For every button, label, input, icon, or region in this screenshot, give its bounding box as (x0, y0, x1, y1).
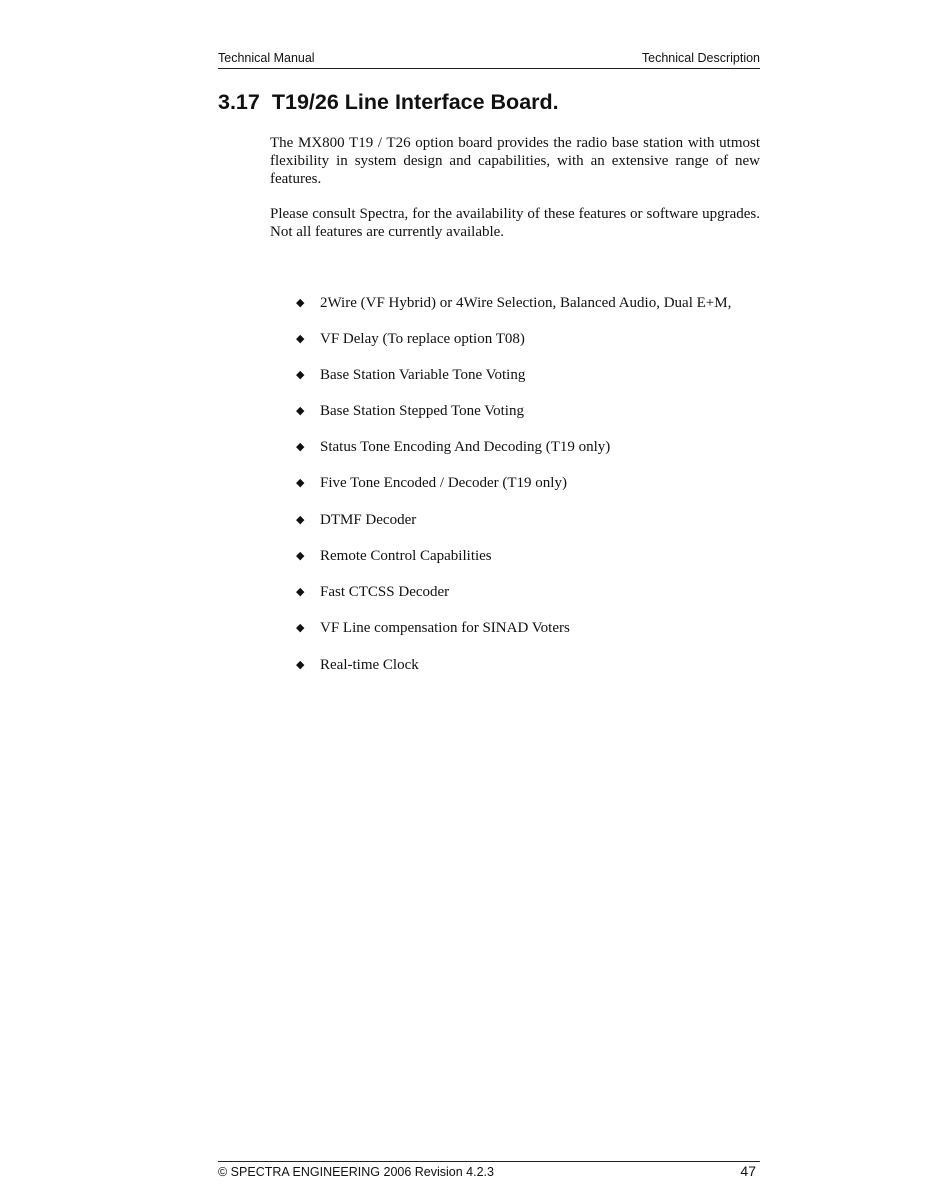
diamond-bullet-icon: ◆ (296, 477, 305, 489)
feature-text: Remote Control Capabilities (320, 548, 492, 564)
diamond-bullet-icon: ◆ (296, 586, 305, 598)
availability-paragraph: Please consult Spectra, for the availability of these features or software upgrades. Not all features are currently available. (270, 206, 760, 240)
section-heading (218, 90, 559, 115)
intro-paragraph: The MX800 T19 / T26 option board provides the radio base station with utmost flexibility in system design and capabilities, with an extensive range of new features. (270, 135, 760, 187)
feature-text: Five Tone Encoded / Decoder (T19 only) (320, 475, 567, 491)
header-section-title: Technical Description (641, 51, 760, 65)
diamond-bullet-icon: ◆ (296, 297, 305, 309)
page-number: 47 (740, 1163, 756, 1179)
feature-text: Base Station Stepped Tone Voting (320, 403, 524, 419)
section-title: T19/26 Line Interface Board. (271, 90, 559, 114)
section-number: 3.17 (218, 90, 260, 114)
diamond-bullet-icon: ◆ (296, 333, 305, 345)
diamond-bullet-icon: ◆ (296, 622, 305, 634)
feature-text: Status Tone Encoding And Decoding (T19 only) (320, 439, 611, 455)
diamond-bullet-icon: ◆ (296, 659, 305, 671)
feature-text: Base Station Variable Tone Voting (320, 367, 526, 383)
feature-text: Fast CTCSS Decoder (320, 584, 450, 600)
feature-text: Real-time Clock (320, 657, 419, 673)
header-manual-title: Technical Manual (218, 51, 315, 65)
footer-copyright: © SPECTRA ENGINEERING 2006 Revision 4.2.3 (218, 1165, 494, 1179)
diamond-bullet-icon: ◆ (296, 369, 305, 381)
diamond-bullet-icon: ◆ (296, 550, 305, 562)
feature-text: VF Line compensation for SINAD Voters (320, 620, 570, 636)
feature-text: 2Wire (VF Hybrid) or 4Wire Selection, Balanced Audio, Dual E+M, (320, 295, 732, 311)
diamond-bullet-icon: ◆ (296, 514, 305, 526)
page-footer (218, 1161, 760, 1184)
feature-text: DTMF Decoder (320, 512, 417, 528)
page-header (218, 50, 760, 69)
diamond-bullet-icon: ◆ (296, 405, 305, 417)
diamond-bullet-icon: ◆ (296, 441, 305, 453)
feature-text: VF Delay (To replace option T08) (320, 331, 525, 347)
